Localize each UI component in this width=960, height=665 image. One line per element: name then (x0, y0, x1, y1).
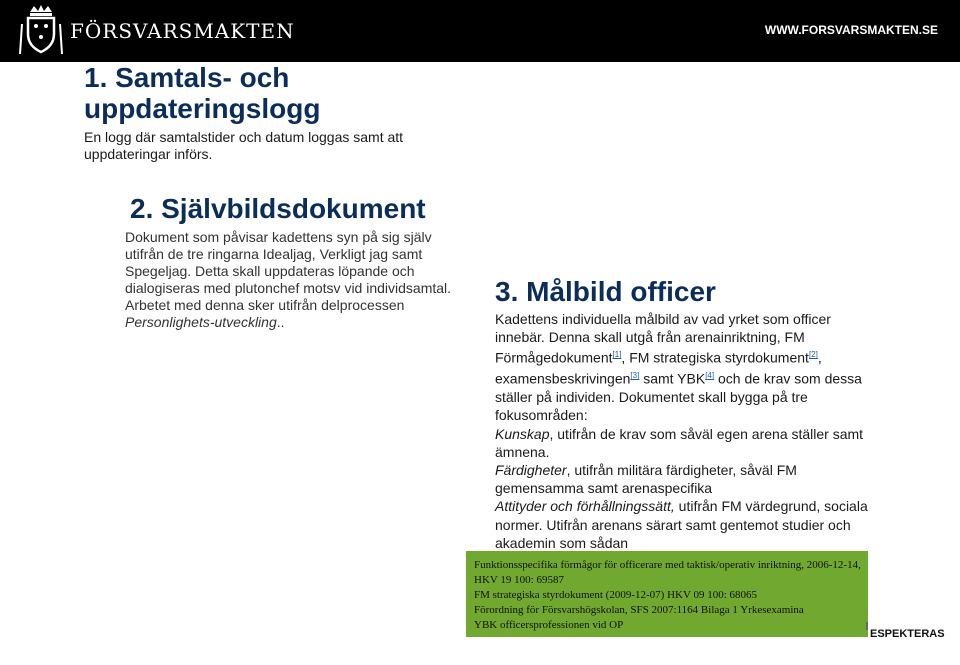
section3-title: 3. Målbild officer (495, 276, 716, 307)
focus-kunskap-text: , utifrån de krav som såväl egen arena ställer samt ämnena. (495, 425, 864, 460)
section3-text: och de krav som dessa ställer på individen. Dokumentet skall bygga på tre fokusområden: (495, 370, 862, 424)
section1-body: En logg där samtalstider och datum loggas samt att uppdateringar införs. (84, 129, 404, 162)
section2-title: 2. Självbildsdokument (130, 193, 426, 224)
footnote-3: Förordning för Försvarshögskolan, SFS 2007:1164 Bilaga 1 Yrkesexamina (474, 604, 804, 616)
focus-fardigheter-text: , utifrån militära färdigheter, såväl FM gemensamma samt arenaspecifika (495, 461, 797, 497)
focus-kunskap (495, 425, 875, 461)
footnote-ref-2[interactable]: [2] (808, 350, 818, 360)
focus-attityder-text: utifrån FM värdegrund, sociala normer. Utifrån arenans särart samt gentemot studier och akademin som sådan (495, 498, 868, 551)
section2-text: Dokument som påvisar kadettens syn på sig själv utifrån de tre ringarna Idealjag, Verkligt jag samt Spegeljag. Detta skall uppdateras löpande och dialogiseras med plutonchef motsv vid individsamtal. Arbetet med denna sker utifrån delprocessen (125, 229, 452, 313)
section3-text: , examensbeskrivingen (495, 350, 822, 387)
focus-fardigheter-label: Färdigheter (495, 461, 567, 478)
section3-text: , FM strategiska styrdokument (621, 350, 809, 367)
focus-attityder-label: Attityder och förhållningssätt, (495, 498, 675, 515)
footer-text: ESPEKTERAS (870, 628, 945, 640)
section3-text: Kadettens individuella målbild av vad yrket som officer innebär. Denna skall utgå från arenainriktning, FM Förmågedokument (495, 311, 831, 367)
focus-fardigheter (495, 461, 875, 497)
header-bar (0, 0, 960, 62)
focus-kunskap-label: Kunskap (495, 425, 550, 442)
section2-emphasis: Personlighets-utveckling (125, 314, 277, 330)
section1-title: 1. Samtals- och uppdateringslogg (84, 62, 321, 124)
section3-text: samt YBK (639, 370, 706, 387)
section3-body (495, 310, 875, 552)
footnote-ref-4[interactable]: [4] (705, 371, 715, 381)
section2-body (125, 229, 455, 331)
footnote-2: FM strategiska styrdokument (2009-12-07) HKV 09 100: 68065 (474, 589, 758, 601)
focus-attityder (495, 497, 875, 552)
footnote-4: YBK officersprofessionen vid OP (474, 619, 624, 631)
footnote-1: Funktionsspecifika förmågor för officerare med taktisk/operativ inriktning, 2006-12-14, HKV 19 100: 69587 (474, 559, 861, 586)
brand-name: FÖRSVARSMAKTEN (70, 19, 295, 43)
section2-end: .. (276, 314, 285, 330)
footer-divider (866, 622, 868, 630)
section3-intro (495, 310, 875, 425)
crown-shield-icon (16, 4, 66, 58)
footnote-ref-1[interactable]: [1] (612, 350, 622, 360)
footnote-ref-3[interactable]: [3] (630, 371, 640, 381)
footnote-box (466, 551, 868, 637)
site-url[interactable]: WWW.FORSVARSMAKTEN.SE (764, 23, 938, 37)
